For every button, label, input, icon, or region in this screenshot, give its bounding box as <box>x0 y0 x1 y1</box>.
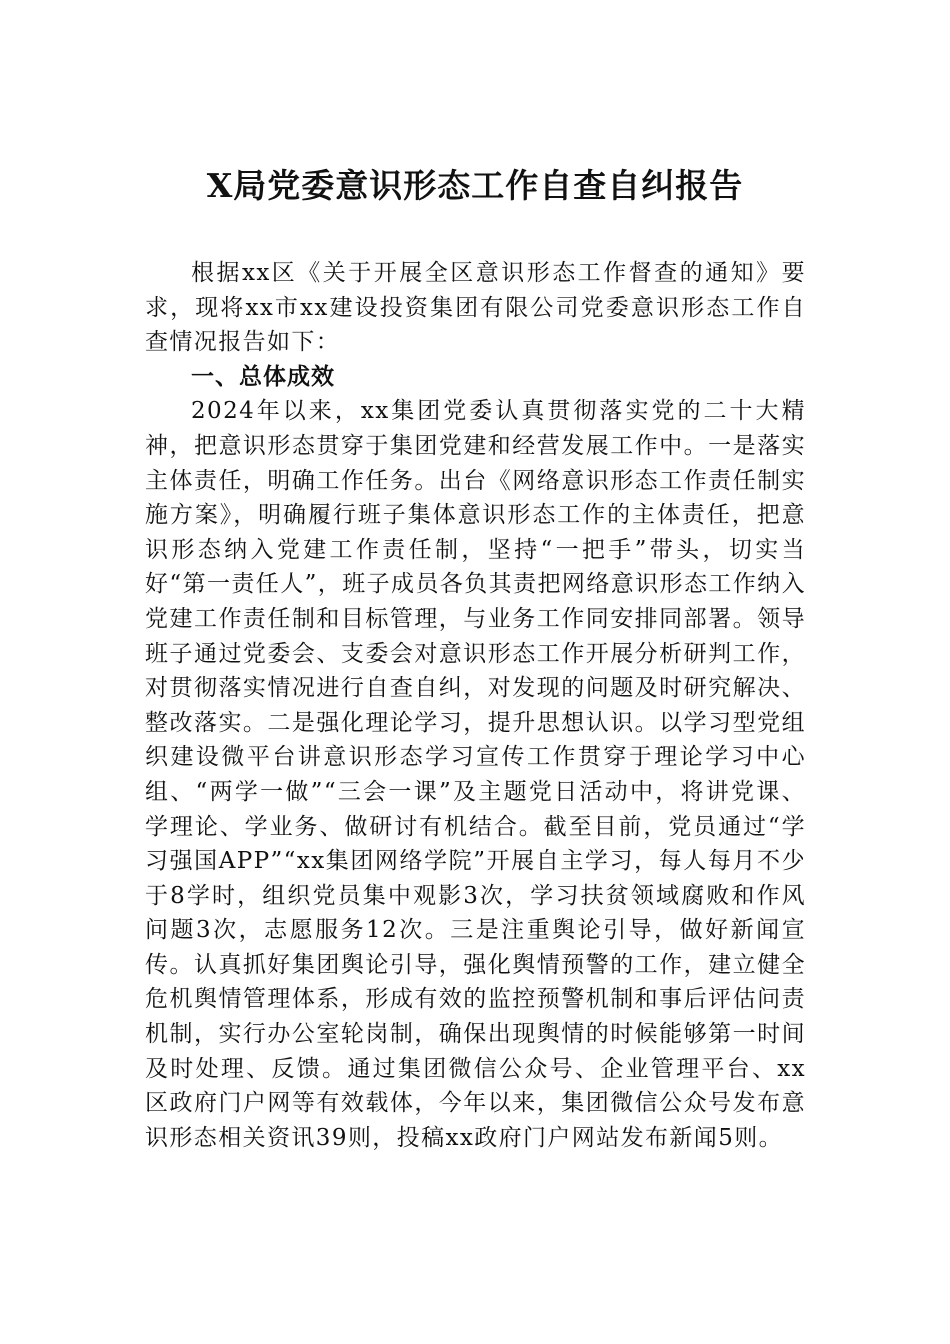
document-title: X局党委意识形态工作自查自纠报告 <box>206 166 744 205</box>
intro-paragraph: 根据xx区《关于开展全区意识形态工作督查的通知》要求，现将xx市xx建设投资集团有限公司党委意识形态工作自查情况报告如下： <box>145 260 806 356</box>
section-paragraph-overall-results: 2024年以来，xx集团党委认真贯彻落实党的二十大精神，把意识形态贯穿于集团党建和经营发展工作中。一是落实主体责任，明确工作任务。出台《网络意识形态工作责任制实施方案》，明确履行班子集体意识形态工作的主体责任，把意识形态纳入党建工作责任制，坚持“一把手”带头，切实当好“第一责任人”，班子成员各负其责把网络意识形态工作纳入党建工作责任制和目标管理，与业务工作同安排同部署。领导班子通过党委会、支委会对意识形态工作开展分析研判工作，对贯彻落实情况进行自查自纠，对发现的问题及时研究解决、整改落实。二是强化理论学习，提升思想认识。以学习型党组织建设微平台讲意识形态学习宣传工作贯穿于理论学习中心组、“两学一做”“三会一课”及主题党日活动中，将讲党课、学理论、学业务、做研讨有机结合。截至目前，党员通过“学习强国APP”“xx集团网络学院”开展自主学习，每人每月不少于8学时，组织党员集中观影3次，学习扶贫领域腐败和作风问题3次，志愿服务12次。三是注重舆论引导，做好新闻宣传。认真抓好集团舆论引导，强化舆情预警的工作，建立健全危机舆情管理体系，形成有效的监控预警机制和事后评估问责机制，实行办公室轮岗制，确保出现舆情的时候能够第一时间及时处理、反馈。通过集团微信公众号、企业管理平台、xx区政府门户网等有效载体，今年以来，集团微信公众号发布意识形态相关资讯39则，投稿xx政府门户网站发布新闻5则。 <box>145 398 806 1151</box>
section-heading-overall-results: 一、总体成效 <box>191 363 335 390</box>
document-body <box>145 256 806 1155</box>
